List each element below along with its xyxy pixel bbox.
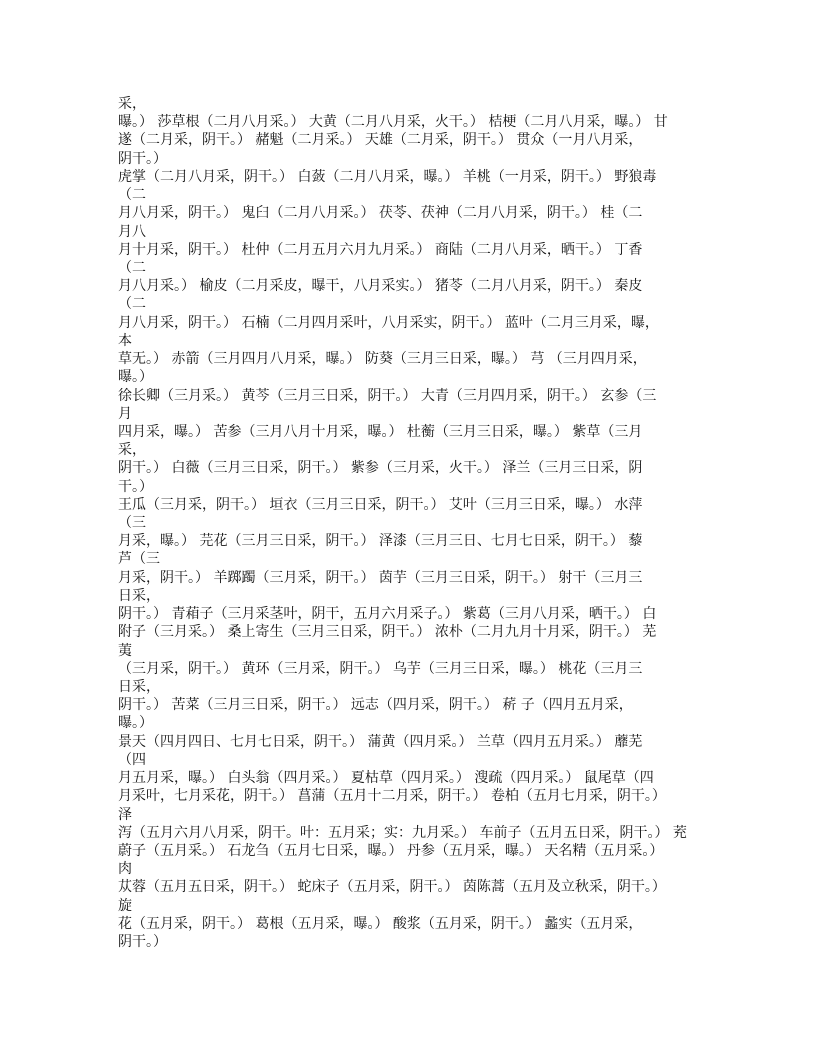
text-line: 采， [118,96,146,112]
text-line: 月八 [118,223,146,240]
text-line: 月采，阴干。） 羊踯躅（三月采，阴干。） 茵芋（三月三日采，阴干。） 射干（三月三 [118,569,643,586]
text-line: 干。） [118,478,153,495]
text-line: 阴干。） 苦菜（三月三日采，阴干。） 远志（四月采，阴干。） 菥 子（四月五月采， [118,697,633,714]
text-line: 泽 [118,806,132,823]
text-line: （三月采，阴干。） 黄环（三月采，阴干。） 乌芋（三月三日采，曝。） 桃花（三月三 [118,660,643,677]
text-line: 四月采，曝。） 苦参（三月八月十月采，曝。） 杜蘅（三月三日采，曝。） 紫草（三月 [118,423,643,440]
text-line: 苁蓉（五月五日采，阴干。） 蛇床子（五月采，阴干。） 茵陈蒿（五月及立秋采，阴干。） [118,879,666,896]
text-line: 月八月采，阴干。） 鬼臼（二月八月采。） 茯苓、茯神（二月八月采，阴干。） 桂（二 [118,205,643,222]
text-line: 日采， [118,587,160,604]
text-line: （三 [118,515,146,532]
text-line: 附子（三月采。） 桑上寄生（三月三日采，阴干。） 浓朴（二月九月十月采，阴干。） 芜 [118,624,657,641]
text-line: 泻（五月六月八月采，阴干。叶：五月采；实：九月采。） 车前子（五月五日采，阴干。） 茺 [118,824,687,841]
text-line: 阴干。） 青葙子（三月采茎叶，阴干，五月六月采子。） 紫葛（三月八月采，晒干。） 白 [118,606,657,623]
text-line: （二 [118,187,146,204]
text-line: （四 [118,751,146,768]
text-line: 遂（二月采，阴干。） 赭魁（二月采。） 天雄（二月采，阴干。） 贯众（一月八月采， [118,132,643,149]
document-body [118,95,708,951]
text-line: 徐长卿（三月采。） 黄芩（三月三日采，阴干。） 大青（三月四月采，阴干。） 玄参（三 [118,387,657,404]
text-line: 采， [118,442,146,459]
text-line: 月五月采，曝。） 白头翁（四月采。） 夏枯草（四月采。） 溲疏（四月采。） 鼠尾草（四 [118,770,654,787]
text-line: 本 [118,332,132,349]
text-line: 月采，曝。） 芫花（三月三日采，阴干。） 泽漆（三月三日、七月七日采，阴干。） 藜 [118,533,643,550]
text-line: 阴干。） 白薇（三月三日采，阴干。） 紫参（三月采，火干。） 泽兰（三月三日采，阴 [118,460,643,477]
text-line: 曝。） 莎草根（二月八月采。） 大黄（二月八月采，火干。） 桔梗（二月八月采，曝。） 甘 [118,114,668,131]
text-line: 景天（四月四日、七月七日采，阴干。） 蒲黄（四月采。） 兰草（四月五月采。） 蘼芜 [118,733,643,750]
text-line: 日采， [118,679,160,695]
text-line: 肉 [118,861,132,878]
text-line: 月 [118,405,132,422]
text-line: 曝。） [118,715,153,732]
text-line: 月十月采，阴干。） 杜仲（二月五月六月九月采。） 商陆（二月八月采，晒干。） 丁香 [118,241,643,258]
text-line: 月八月采，阴干。） 石楠（二月四月采叶，八月采实，阴干。） 蓝叶（二月三月采，曝， [118,314,659,331]
text-line: 芦（三 [118,551,160,568]
text-line: （二 [118,296,146,313]
text-line: 王瓜（三月采，阴干。） 垣衣（三月三日采，阴干。） 艾叶（三月三日采，曝。） 水萍 [118,496,643,513]
text-line: 草无。） 赤箭（三月四月八月采，曝。） 防葵（三月三日采，曝。） 芎 （三月四月采， [118,351,647,368]
text-line: 虎掌（二月八月采，阴干。） 白蔹（二月八月采，曝。） 羊桃（一月采，阴干。） 野狼毒 [118,168,657,185]
text-line: 旋 [118,897,132,914]
text-line: 月采叶，七月采花，阴干。） 菖蒲（五月十二月采，阴干。） 卷柏（五月七月采，阴干。） [118,788,666,805]
text-line: （二 [118,259,146,276]
text-line: 阴干。） [118,934,167,951]
text-line: 花（五月采，阴干。） 葛根（五月采，曝。） 酸浆（五月采，阴干。） 蠡实（五月采， [118,915,643,932]
text-line: 月八月采。） 榆皮（二月采皮，曝干，八月采实。） 猪苓（二月八月采，阴干。） 秦皮 [118,278,643,295]
text-line: 阴干。） [118,150,167,167]
text-line: 荑 [118,642,132,659]
text-line: 曝。） [118,369,153,386]
text-line: 蔚子（五月采。） 石龙刍（五月七日采，曝。） 丹参（五月采，曝。） 天名精（五月采。） [118,842,664,859]
